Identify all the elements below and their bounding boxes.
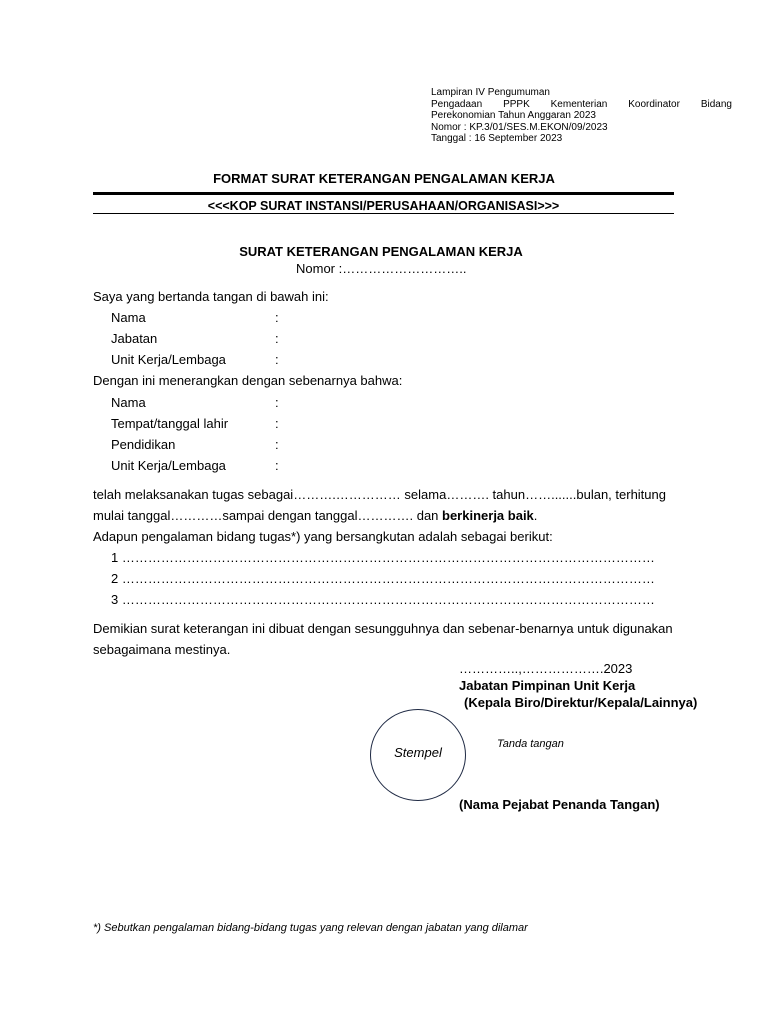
- field-colon: :: [275, 352, 279, 367]
- attachment-line-3: Perekonomian Tahun Anggaran 2023: [431, 110, 596, 121]
- attachment-number: Nomor : KP.3/01/SES.M.EKON/09/2023: [431, 121, 608, 133]
- body-line-1: telah melaksanakan tugas sebagai……….…………… selama………. tahun…….......bulan, terhitung: [93, 487, 666, 502]
- subject-field-education: Pendidikan: [111, 437, 176, 452]
- subject-intro: Dengan ini menerangkan dengan sebenarnya bahwa:: [93, 373, 403, 388]
- letterhead-placeholder: <<<KOP SURAT INSTANSI/PERUSAHAAN/ORGANISASI>>>: [207, 199, 560, 213]
- signer-position-detail: (Kepala Biro/Direktur/Kepala/Lainnya): [464, 695, 698, 710]
- letter-number: Nomor :………………………..: [296, 261, 467, 276]
- letter-title: SURAT KETERANGAN PENGALAMAN KERJA: [239, 244, 523, 259]
- field-colon: :: [275, 458, 279, 473]
- field-colon: :: [275, 437, 279, 452]
- subject-field-name: Nama: [111, 395, 146, 410]
- attachment-header: [431, 87, 732, 145]
- subject-field-unit: Unit Kerja/Lembaga: [111, 458, 226, 473]
- attachment-word: Kementerian: [550, 98, 608, 110]
- signer-field-unit: Unit Kerja/Lembaga: [111, 352, 226, 367]
- experience-item-2: 2 ……………………………………………………………………………………………………………: [111, 571, 655, 586]
- closing-line-2: sebagaimana mestinya.: [93, 642, 231, 657]
- experience-item-3: 3 ……………………………………………………………………………………………………………: [111, 592, 655, 607]
- attachment-word: Pengadaan: [431, 98, 483, 110]
- attachment-line-1: Lampiran IV Pengumuman: [431, 87, 550, 98]
- signer-position: Jabatan Pimpinan Unit Kerja: [459, 678, 636, 693]
- attachment-line-2: [431, 99, 732, 111]
- place-date: …………..,……………….2023: [459, 661, 633, 676]
- stamp-label: Stempel: [394, 745, 442, 760]
- body-line-2: [93, 508, 537, 523]
- field-colon: :: [275, 416, 279, 431]
- field-colon: :: [275, 310, 279, 325]
- signature-label: Tanda tangan: [497, 738, 564, 750]
- signer-field-position: Jabatan: [111, 331, 158, 346]
- subject-field-birth: Tempat/tanggal lahir: [111, 416, 229, 431]
- attachment-word: Bidang: [700, 98, 732, 110]
- attachment-date: Tanggal : 16 September 2023: [431, 133, 563, 144]
- performance-emphasis: berkinerja baik: [442, 508, 534, 523]
- signer-intro: Saya yang bertanda tangan di bawah ini:: [93, 289, 329, 304]
- attachment-word: PPPK: [503, 98, 530, 110]
- body-line-2-end: .: [533, 508, 538, 523]
- signer-name: (Nama Pejabat Penanda Tangan): [459, 797, 660, 812]
- attachment-word: Koordinator: [628, 98, 680, 110]
- body-line-2-text: mulai tanggal…………sampai dengan tanggal…………. dan: [93, 508, 443, 523]
- experience-intro: Adapun pengalaman bidang tugas*) yang bersangkutan adalah sebagai berikut:: [93, 529, 553, 544]
- field-colon: :: [275, 395, 279, 410]
- format-title: FORMAT SURAT KETERANGAN PENGALAMAN KERJA: [213, 171, 555, 186]
- signer-field-name: Nama: [111, 310, 146, 325]
- closing-line-1: Demikian surat keterangan ini dibuat dengan sesungguhnya dan sebenar-benarnya untuk digunakan: [93, 621, 673, 636]
- letterhead-rule-top: [93, 192, 674, 195]
- footnote: *) Sebutkan pengalaman bidang-bidang tugas yang relevan dengan jabatan yang dilamar: [93, 922, 528, 934]
- field-colon: :: [275, 331, 279, 346]
- experience-item-1: 1 ……………………………………………………………………………………………………………: [111, 550, 655, 565]
- letterhead-rule-bottom: [93, 213, 674, 214]
